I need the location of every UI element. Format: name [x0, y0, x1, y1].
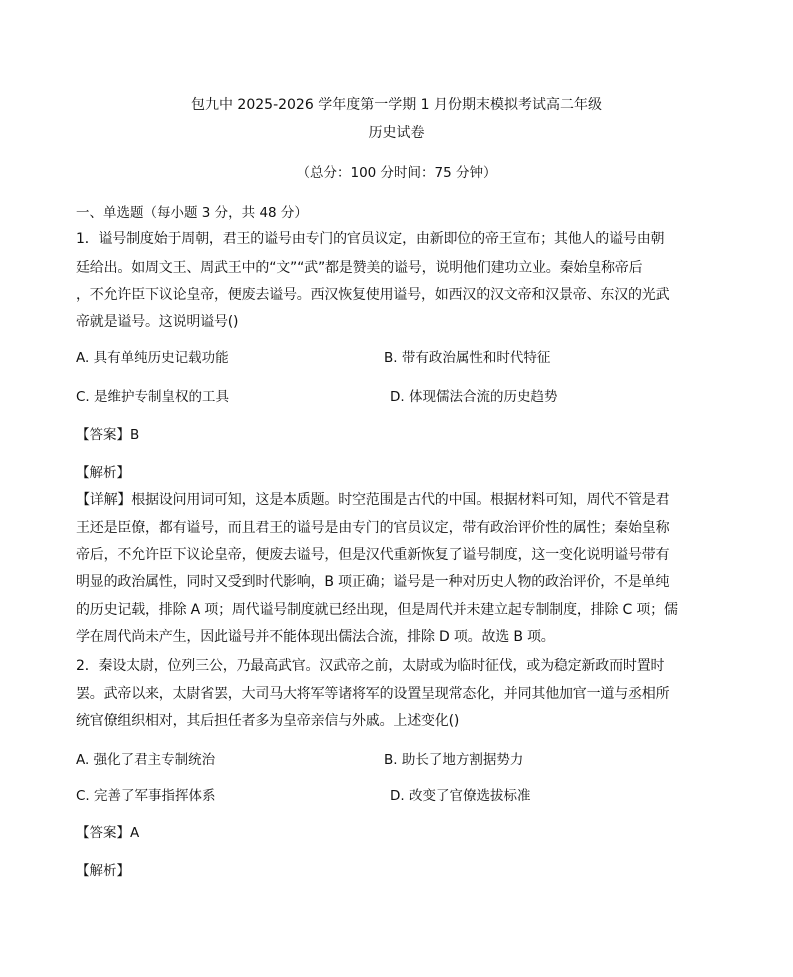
- q2-stem-line: 统官僚组织相对，其后担任者多为皇帝亲信与外戚。上述变化(): [76, 713, 460, 729]
- q1-option-c: C. 是维护专制皇权的工具: [76, 389, 230, 405]
- q1-detail-line: 帝后，不允许臣下议论皇帝，便废去谥号，但是汉代重新恢复了谥号制度，这一变化说明谥号带有: [76, 547, 670, 563]
- exam-meta: （总分：100 分时间：75 分钟）: [296, 165, 497, 181]
- q1-option-b: B. 带有政治属性和时代特征: [384, 350, 551, 366]
- exam-subtitle: 历史试卷: [368, 125, 425, 141]
- q2-option-d: D. 改变了官僚选拔标准: [390, 788, 531, 804]
- q2-stem-line: 2．秦设太尉，位列三公，乃最高武官。汉武帝之前，太尉或为临时征伐，或为稳定新政而时置时: [76, 658, 665, 674]
- q1-answer: 【答案】B: [76, 427, 140, 443]
- q1-detail-line: 【详解】根据设问用词可知，这是本质题。时空范围是古代的中国。根据材料可知，周代不管是君: [76, 492, 670, 508]
- q1-stem-line: 廷给出。如周文王、周武王中的“文”“武”都是赞美的谥号，说明他们建功立业。秦始皇称帝后: [76, 260, 643, 276]
- q1-option-d: D. 体现儒法合流的历史趋势: [390, 389, 558, 405]
- q2-answer: 【答案】A: [76, 825, 140, 841]
- q1-detail-line: 明显的政治属性，同时又受到时代影响，B 项正确；谥号是一种对历史人物的政治评价，不是单纯: [76, 574, 670, 590]
- exam-title: 包九中 2025-2026 学年度第一学期 1 月份期末模拟考试高二年级: [190, 97, 603, 113]
- q1-detail-line: 王还是臣僚，都有谥号，而且君王的谥号是由专门的官员议定，带有政治评价性的属性；秦始皇称: [76, 520, 670, 536]
- q1-detail-line: 学在周代尚未产生，因此谥号并不能体现出儒法合流，排除 D 项。故选 B 项。: [76, 629, 555, 645]
- q1-stem-line: 帝就是谥号。这说明谥号(): [76, 314, 239, 330]
- q1-option-a: A. 具有单纯历史记载功能: [76, 350, 229, 366]
- q2-stem-line: 罢。武帝以来，太尉省罢，大司马大将军等诸将军的设置呈现常态化，并同其他加官一道与丞相所: [76, 686, 670, 702]
- q2-option-c: C. 完善了军事指挥体系: [76, 788, 216, 804]
- q1-stem-line: ，不允许臣下议论皇帝，便废去谥号。西汉恢复使用谥号，如西汉的汉文帝和汉景帝、东汉的光武: [76, 287, 670, 303]
- q2-analysis-label: 【解析】: [76, 863, 130, 879]
- q1-analysis-label: 【解析】: [76, 465, 130, 481]
- q1-detail-line: 的历史记载，排除 A 项；周代谥号制度就已经出现，但是周代并未建立起专制制度，排除 C 项；儒: [76, 602, 678, 618]
- q2-option-a: A. 强化了君主专制统治: [76, 752, 216, 768]
- q1-stem-line: 1．谥号制度始于周朝，君王的谥号由专门的官员议定，由新即位的帝王宣布；其他人的谥号由朝: [76, 231, 665, 247]
- section-heading: 一、单选题（每小题 3 分，共 48 分）: [76, 205, 308, 221]
- q2-option-b: B. 助长了地方割据势力: [384, 752, 524, 768]
